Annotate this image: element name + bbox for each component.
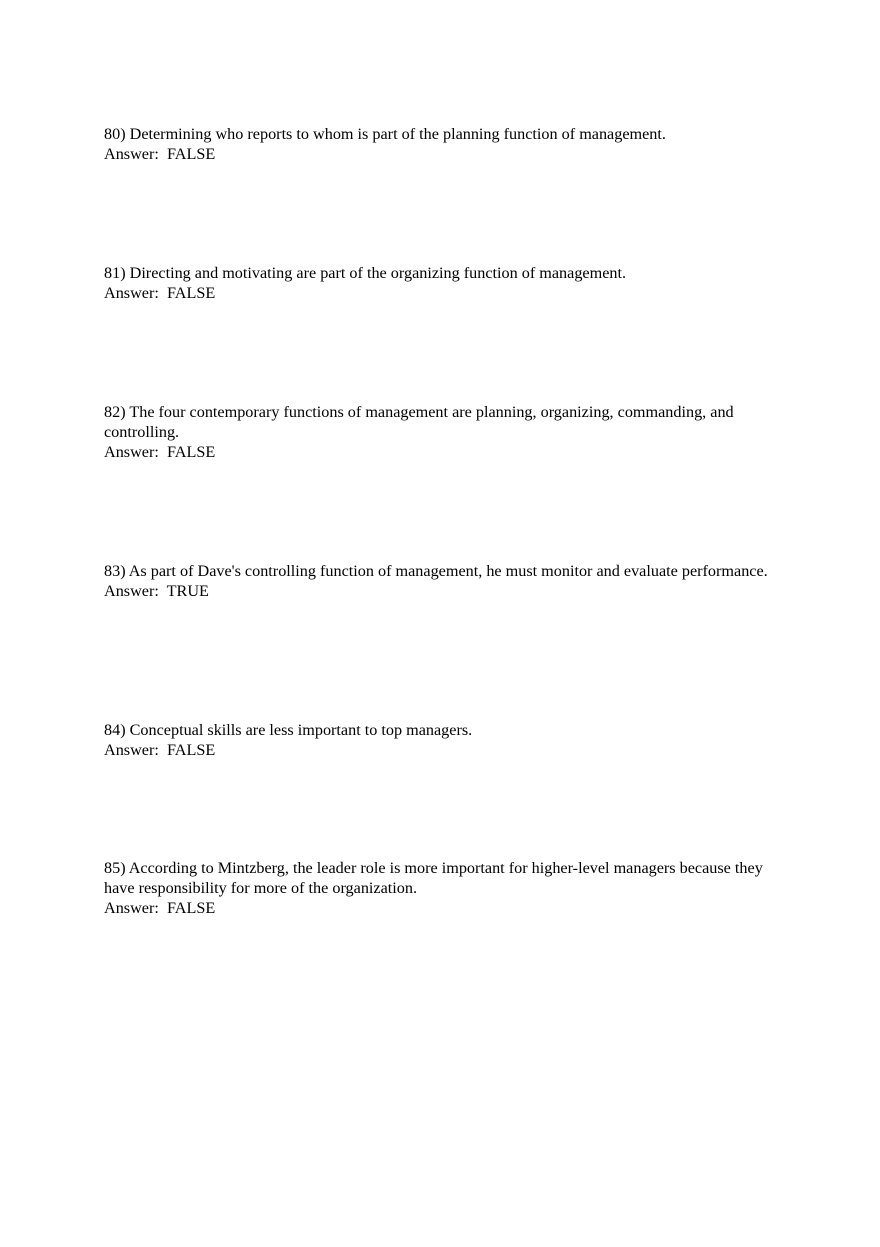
answer-value: FALSE [166, 145, 216, 163]
answer-line [104, 898, 794, 918]
answer-label: Answer: [104, 145, 159, 163]
question-text: 80) Determining who reports to whom is part of the planning function of management. [104, 125, 666, 143]
question-84 [104, 720, 794, 760]
answer-value: FALSE [166, 741, 216, 759]
question-85 [104, 858, 794, 918]
question-text: 83) As part of Dave's controlling function of management, he must monitor and evaluate performance. [104, 562, 768, 580]
question-81 [104, 263, 794, 303]
question-text: 84) Conceptual skills are less important to top managers. [104, 721, 473, 739]
answer-line [104, 581, 794, 601]
question-80 [104, 124, 794, 164]
answer-label: Answer: [104, 741, 159, 759]
answer-label: Answer: [104, 284, 159, 302]
answer-line [104, 144, 794, 164]
question-text: 85) According to Mintzberg, the leader role is more important for higher-level managers because they have responsibility for more of the organization. [104, 859, 763, 897]
answer-value: TRUE [166, 582, 209, 600]
answer-label: Answer: [104, 899, 159, 917]
answer-value: FALSE [166, 899, 216, 917]
answer-value: FALSE [166, 284, 216, 302]
answer-line [104, 283, 794, 303]
question-83 [104, 561, 794, 601]
answer-label: Answer: [104, 443, 159, 461]
answer-value: FALSE [166, 443, 216, 461]
question-text: 81) Directing and motivating are part of the organizing function of management. [104, 264, 627, 282]
answer-label: Answer: [104, 582, 159, 600]
answer-line [104, 442, 794, 462]
question-82 [104, 402, 794, 462]
question-text: 82) The four contemporary functions of management are planning, organizing, commanding, and controlling. [104, 403, 734, 441]
answer-line [104, 740, 794, 760]
